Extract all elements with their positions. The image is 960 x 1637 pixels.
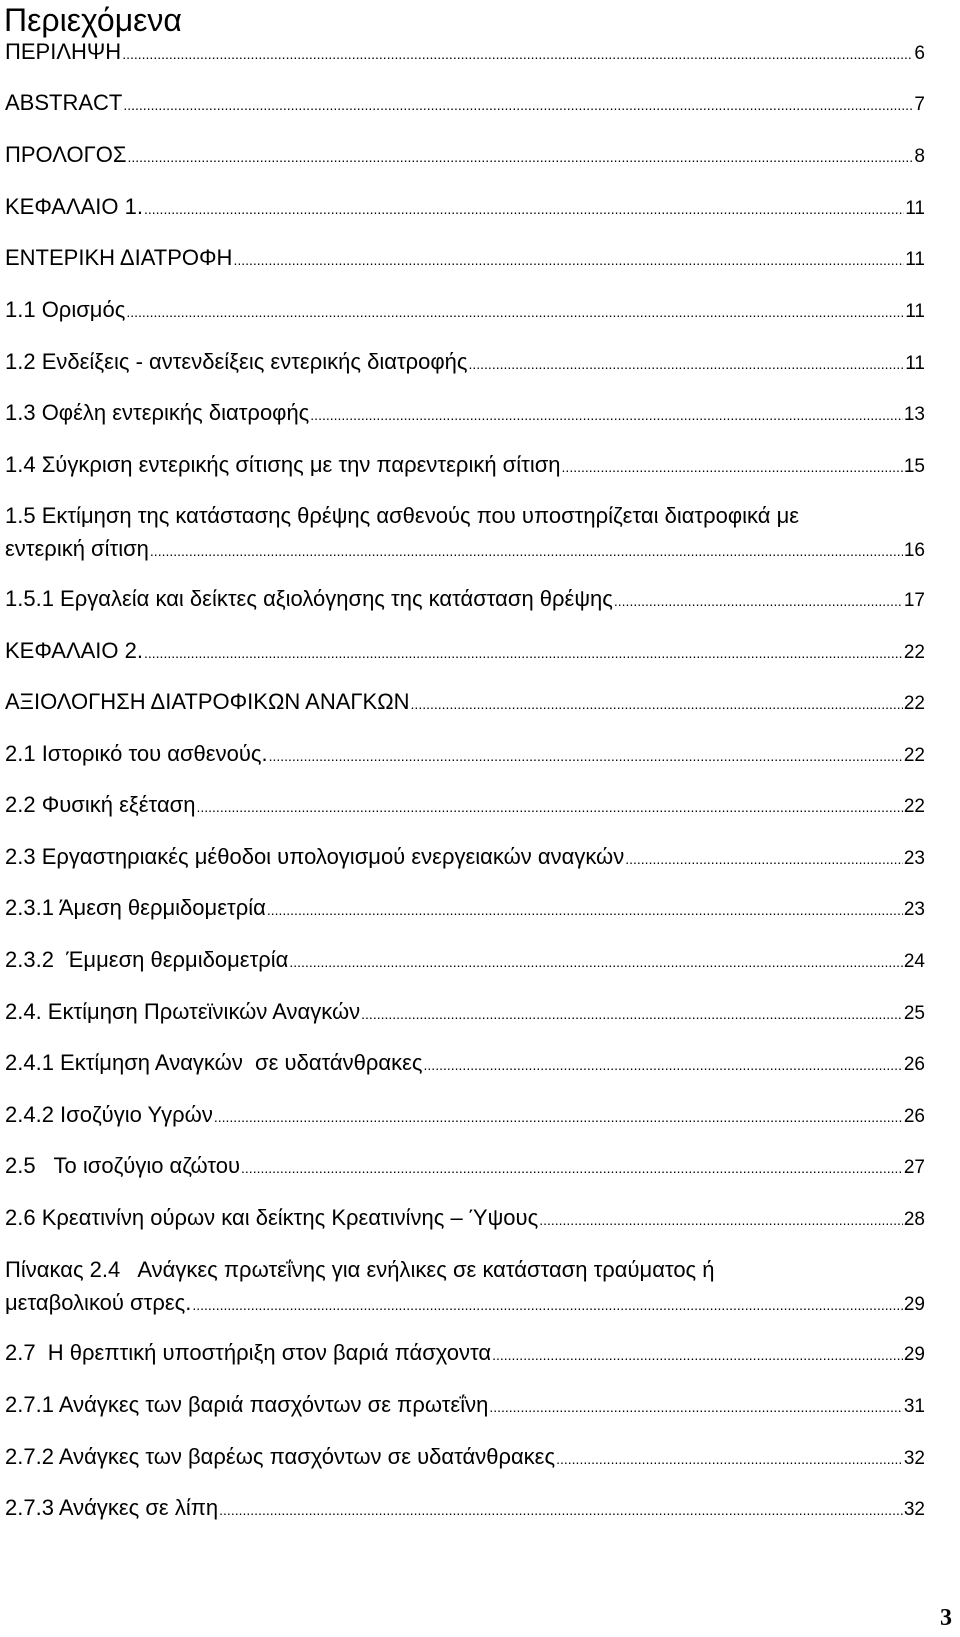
toc-entry[interactable] [5,502,925,565]
toc-entry-label: 2.1 Ιστορικό του ασθενούς. [5,741,268,766]
toc-entry-label: 2.3 Εργαστηριακές μέθοδοι υπολογισμού ενεργειακών αναγκών [5,844,625,869]
toc-entry-label: 1.4 Σύγκριση εντερικής σίτισης με την παρεντερική σίτιση [5,452,561,477]
toc-entry-label: 1.5.1 Εργαλεία και δείκτες αξιολόγησης της κατάσταση θρέψης [5,586,613,611]
toc-entry[interactable] [5,193,925,223]
toc-entry[interactable] [5,1494,925,1524]
dot-leader [556,1445,903,1473]
toc-entry-page: 6 [914,43,925,64]
toc-entry[interactable] [5,637,925,667]
toc-entry-page: 16 [903,540,925,561]
dot-leader [192,1291,903,1319]
dot-leader [122,40,913,68]
dot-leader [310,401,903,429]
toc-entry[interactable] [5,451,925,481]
dot-leader [267,896,903,924]
toc-entry-label-line: Πίνακας 2.4 Ανάγκες πρωτεΐνης για ενήλικες σε κατάσταση τραύματος ή [5,1257,715,1282]
toc-entry-page: 11 [905,353,925,374]
dot-leader [614,587,903,615]
toc-entry-page: 22 [903,642,925,663]
toc-entry-label: 2.4. Εκτίμηση Πρωτεϊνικών Αναγκών [5,999,361,1024]
toc-entry-page: 32 [903,1499,925,1520]
toc-entry[interactable] [5,89,925,119]
toc-entry[interactable] [5,1152,925,1182]
toc-entry-page: 25 [903,1003,925,1024]
toc-entry-page: 28 [903,1209,925,1230]
toc-entry-page: 26 [903,1054,925,1075]
toc-entry-label: 2.4.2 Ισοζύγιο Υγρών [5,1102,213,1127]
dot-leader [127,143,913,171]
toc-entry-page: 22 [903,796,925,817]
toc-entry[interactable] [5,894,925,924]
dot-leader [269,742,903,770]
dot-leader [424,1051,903,1079]
dot-leader [562,453,903,481]
dot-leader [219,1496,903,1524]
toc-entry-page: 15 [903,456,925,477]
toc-entry-page: 23 [903,848,925,869]
toc-entry-page: 22 [903,745,925,766]
page-number: 3 [940,1605,952,1631]
toc-entry-page: 29 [903,1294,925,1315]
toc-entry-page: 11 [905,249,925,270]
toc-entry-label: εντερική σίτιση [5,536,149,561]
toc-entry-page: 13 [903,404,925,425]
toc-entry-label: ABSTRACT [5,90,123,115]
dot-leader [123,91,913,119]
toc-entry-label: 2.6 Κρεατινίνη ούρων και δείκτης Κρεατινίνης – Ύψους [5,1205,539,1230]
toc-entry[interactable] [5,141,925,171]
dot-leader [468,350,904,378]
toc-entry-label: 2.3.2 Έμμεση θερμιδομετρία [5,947,289,972]
dot-leader [539,1206,903,1234]
toc-entry-page: 31 [903,1396,925,1417]
toc-entry-label: μεταβολικού στρες. [5,1290,192,1315]
toc-entry[interactable] [5,1256,925,1319]
toc-entry[interactable] [5,399,925,429]
toc-entry[interactable] [5,244,925,274]
toc-entry[interactable] [5,296,925,326]
toc-entry-page: 7 [914,94,925,115]
dot-leader [233,246,904,274]
toc-entry-label: 2.4.1 Εκτίμηση Αναγκών σε υδατάνθρακες [5,1050,423,1075]
dot-leader [126,298,904,326]
toc-entry-page: 11 [905,198,925,219]
dot-leader [150,537,903,565]
toc-entry[interactable] [5,1443,925,1473]
toc-entry-label: ΚΕΦΑΛΑΙΟ 2. [5,638,143,663]
toc-entry-page: 8 [914,146,925,167]
toc-entry-label: 1.1 Ορισμός [5,297,126,322]
toc-entry-page: 24 [903,951,925,972]
toc-entry[interactable] [5,688,925,718]
toc-entry-page: 17 [903,590,925,611]
toc-entry-label: 2.7.1 Ανάγκες των βαριά πασχόντων σε πρωτεΐνη [5,1392,489,1417]
toc-entry-page: 11 [905,301,925,322]
toc-entry-label: 2.7.2 Ανάγκες των βαρέως πασχόντων σε υδατάνθρακες [5,1444,556,1469]
toc-entry-label: ΚΕΦΑΛΑΙΟ 1. [5,194,143,219]
toc-entry[interactable] [5,38,925,68]
toc-entry-page: 26 [903,1106,925,1127]
dot-leader [196,793,902,821]
toc-entry-label: 1.3 Οφέλη εντερικής διατροφής [5,400,310,425]
toc-entry[interactable] [5,946,925,976]
toc-entry-label: ΠΡΟΛΟΓΟΣ [5,142,127,167]
toc-entry[interactable] [5,348,925,378]
toc-entry[interactable] [5,1204,925,1234]
toc-entry[interactable] [5,585,925,615]
toc-entry-label: 2.7 Η θρεπτική υποστήριξη στον βαριά πάσχοντα [5,1340,492,1365]
dot-leader [625,845,903,873]
toc-entry-page: 32 [903,1448,925,1469]
dot-leader [144,195,904,223]
toc-entry[interactable] [5,1339,925,1369]
toc-entry-label: ΠΕΡΙΛΗΨΗ [5,39,122,64]
toc-entry-page: 27 [903,1157,925,1178]
toc-entry[interactable] [5,843,925,873]
toc-entry[interactable] [5,1049,925,1079]
toc-entry-label: 2.3.1 Άμεση θερμιδομετρία [5,895,266,920]
toc-entry[interactable] [5,791,925,821]
toc-entry[interactable] [5,1391,925,1421]
toc-entry[interactable] [5,1101,925,1131]
toc-entry-label: 2.2 Φυσική εξέταση [5,792,196,817]
dot-leader [411,690,903,718]
dot-leader [492,1341,903,1369]
toc-entry-page: 22 [903,693,925,714]
page-title: Περιεχόμενα [4,2,182,38]
toc-entry-label: ΕΝΤΕΡΙΚΗ ΔΙΑΤΡΟΦΗ [5,245,233,270]
toc-entry-label: 1.2 Ενδείξεις - αντενδείξεις εντερικής διατροφής [5,349,468,374]
dot-leader [489,1393,903,1421]
toc-entry-label: 2.7.3 Ανάγκες σε λίπη [5,1495,219,1520]
dot-leader [361,1000,903,1028]
dot-leader [289,948,902,976]
dot-leader [241,1154,903,1182]
toc-entry-label: ΑΞΙΟΛΟΓΗΣΗ ΔΙΑΤΡΟΦΙΚΩΝ ΑΝΑΓΚΩΝ [5,689,410,714]
toc-entry-label-line: 1.5 Εκτίμηση της κατάστασης θρέψης ασθενούς που υποστηρίζεται διατροφικά με [5,503,800,528]
toc-entry[interactable] [5,998,925,1028]
dot-leader [214,1103,903,1131]
dot-leader [144,639,903,667]
toc-entry-page: 23 [903,899,925,920]
toc-entry-label: 2.5 Το ισοζύγιο αζώτου [5,1153,241,1178]
toc-entry[interactable] [5,740,925,770]
toc-entry-page: 29 [903,1344,925,1365]
